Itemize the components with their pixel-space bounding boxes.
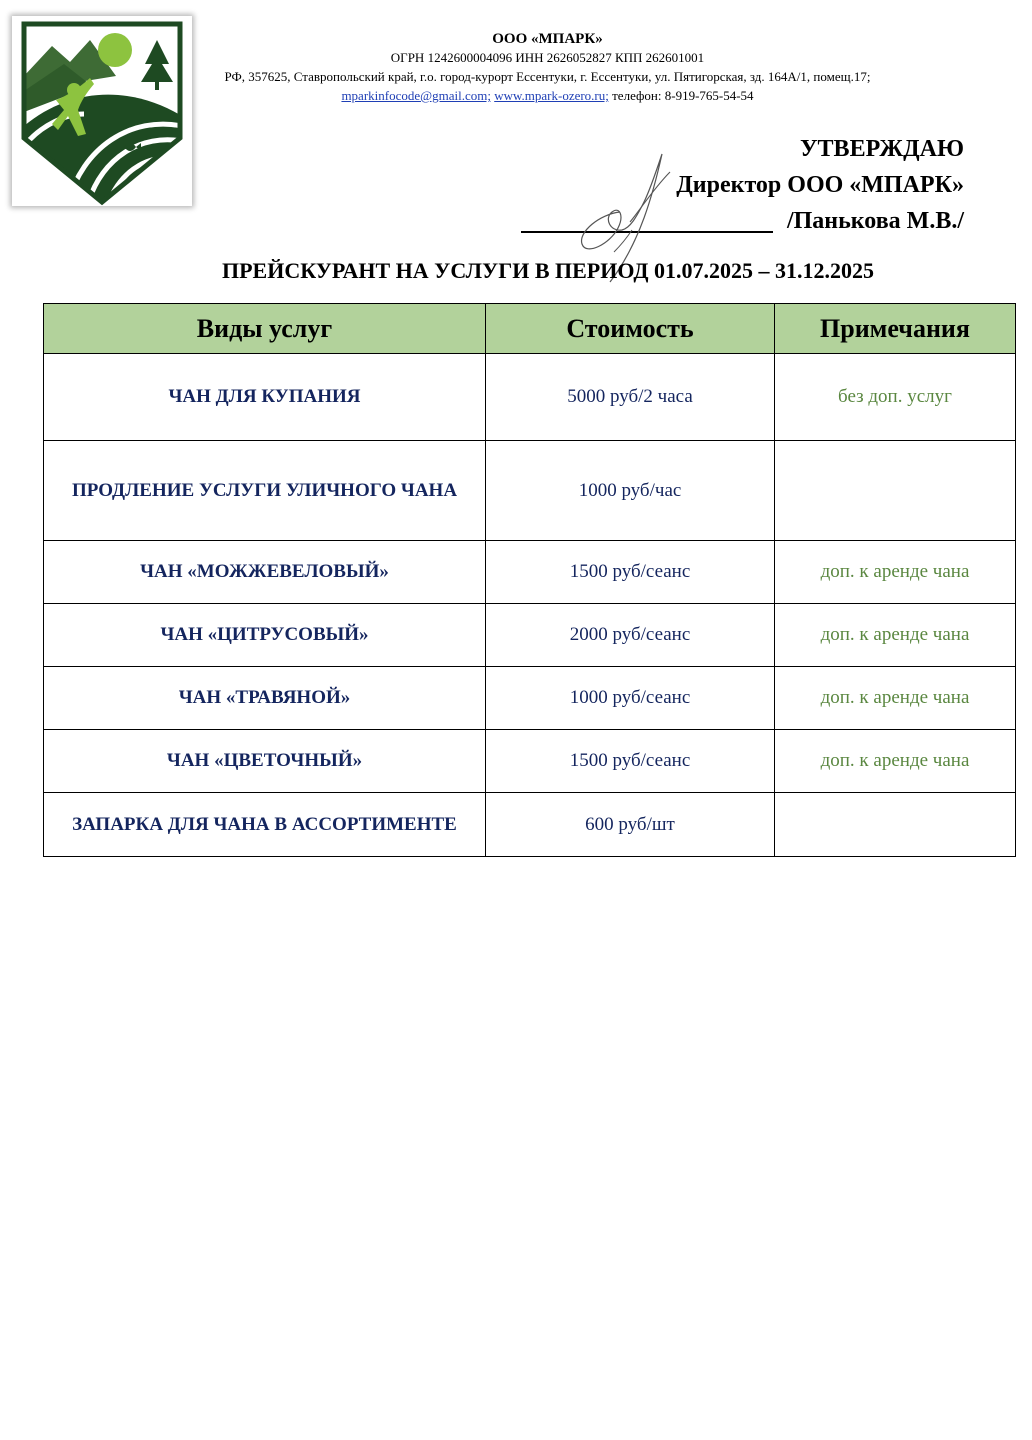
table-header-row	[44, 304, 1016, 354]
column-header-services: Виды услуг	[44, 304, 486, 354]
table-row	[44, 793, 1016, 857]
service-price: 2000 руб/сеанс	[486, 604, 775, 667]
service-name: ЧАН «МОЖЖЕВЕЛОВЫЙ»	[44, 541, 486, 604]
table-row	[44, 541, 1016, 604]
company-address: РФ, 357625, Ставропольский край, г.о. город-курорт Ессентуки, г. Ессентуки, ул. Пятигорская, зд. 164А/1, помещ.17;	[224, 69, 871, 84]
shield-logo-icon	[12, 16, 192, 206]
table-row	[44, 441, 1016, 541]
table-row	[44, 354, 1016, 441]
service-note: без доп. услуг	[775, 354, 1016, 441]
service-name: ЗАПАРКА ДЛЯ ЧАНА В АССОРТИМЕНТЕ	[44, 793, 486, 857]
service-name: ЧАН «ТРАВЯНОЙ»	[44, 667, 486, 730]
price-table	[43, 303, 1016, 857]
service-note: доп. к аренде чана	[775, 604, 1016, 667]
service-name: ПРОДЛЕНИЕ УСЛУГИ УЛИЧНОГО ЧАНА	[44, 441, 486, 541]
service-note	[775, 441, 1016, 541]
company-logo	[12, 16, 192, 206]
service-note: доп. к аренде чана	[775, 541, 1016, 604]
email-link[interactable]: mparkinfocode@gmail.com;	[341, 88, 491, 103]
company-registration: ОГРН 1242600004096 ИНН 2626052827 КПП 262601001	[390, 50, 705, 65]
service-note: доп. к аренде чана	[775, 730, 1016, 793]
service-price: 5000 руб/2 часа	[486, 354, 775, 441]
service-price: 600 руб/шт	[486, 793, 775, 857]
approval-block	[676, 131, 964, 239]
service-price: 1500 руб/сеанс	[486, 541, 775, 604]
column-header-notes: Примечания	[775, 304, 1016, 354]
table-row	[44, 604, 1016, 667]
company-requisites	[195, 30, 900, 105]
service-price: 1500 руб/сеанс	[486, 730, 775, 793]
service-name: ЧАН «ЦВЕТОЧНЫЙ»	[44, 730, 486, 793]
service-price: 1000 руб/сеанс	[486, 667, 775, 730]
website-link[interactable]: www.mpark-ozero.ru;	[494, 88, 609, 103]
service-note: доп. к аренде чана	[775, 667, 1016, 730]
service-name: ЧАН ДЛЯ КУПАНИЯ	[44, 354, 486, 441]
table-row	[44, 667, 1016, 730]
column-header-price: Стоимость	[486, 304, 775, 354]
approver-position: Директор ООО «МПАРК»	[676, 172, 964, 198]
company-name: ООО «МПАРК»	[492, 31, 603, 47]
approver-name: /Панькова М.В./	[786, 208, 964, 234]
table-row	[44, 730, 1016, 793]
company-contacts	[195, 86, 900, 105]
service-name: ЧАН «ЦИТРУСОВЫЙ»	[44, 604, 486, 667]
document-title: ПРЕЙСКУРАНТ НА УСЛУГИ В ПЕРИОД 01.07.2025 – 31.12.2025	[222, 258, 874, 283]
approve-label: УТВЕРЖДАЮ	[799, 136, 964, 162]
service-price: 1000 руб/час	[486, 441, 775, 541]
service-note	[775, 793, 1016, 857]
phone-text: телефон: 8-919-765-54-54	[608, 88, 754, 103]
